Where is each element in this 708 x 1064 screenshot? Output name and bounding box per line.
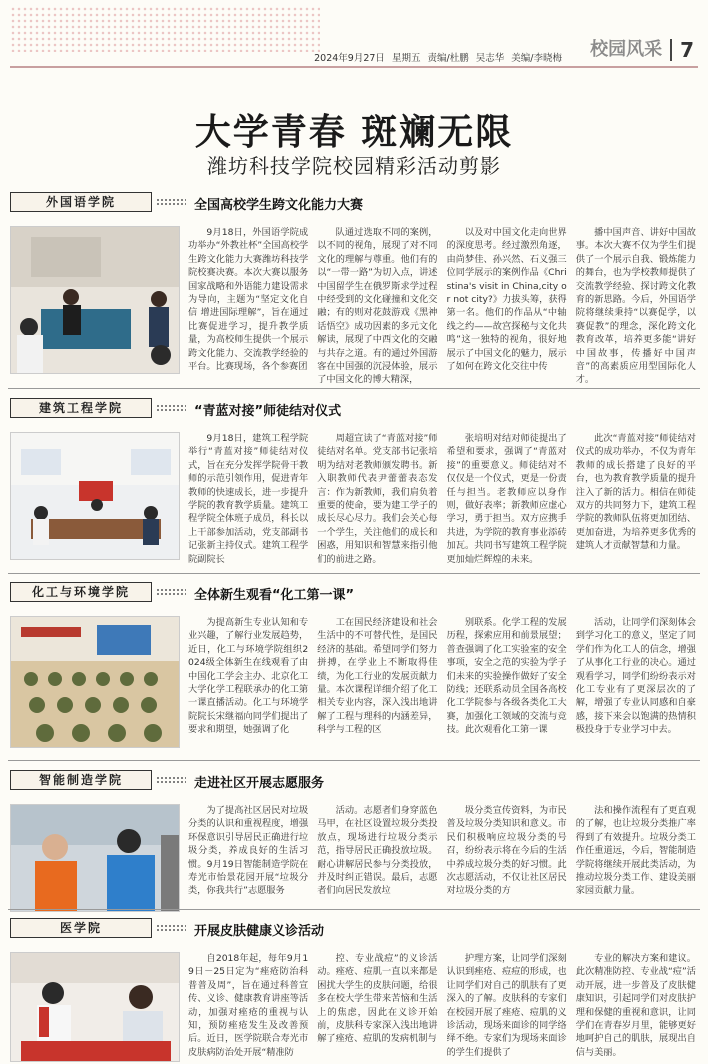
article-column: 播中国声音、讲好中国故事。本次大赛不仅为学生们提供了一个展示自我、锻炼能力的舞台，也为学校教师提供了交流教学经验、探讨跨文化教育的新思路。今后，外国语学院将继续秉持“以赛促学，以赛促教”的理念，深化跨文化教育改革，培养更多能“讲好中国故事，传播好中国声音”的高素质应用型国际化人才。 bbox=[575, 227, 696, 386]
tag-dots bbox=[156, 588, 186, 596]
section-name: 校园风采 bbox=[590, 39, 672, 61]
ceremony-photo bbox=[10, 432, 180, 560]
article-column: 专业的解决方案和建议。此次精准防控、专业战“痘”活动开展，进一步普及了皮肤健康知识，引起同学们对皮肤护理和保健的重视和意识，让同学们在青春岁月里，能够更好地呵护自己的肌肤，展现出自信与美丽。 bbox=[575, 953, 696, 1058]
tag-dots bbox=[156, 776, 186, 784]
section-divider bbox=[8, 760, 700, 761]
article-column: 9月18日，建筑工程学院举行“青蓝对接”师徒结对仪式，旨在充分发挥学院骨干教师的示范引领作用，促进青年教师的快速成长，进一步提升学院的教育教学质量。建筑工程学院全体班子成员，科长以上干部参加活动，党支部副书记张新主持仪式。建筑工程学院副院长 bbox=[188, 433, 309, 565]
article-column: 自2018年起，每年9月19日－25日定为“痤疮防治科普普及周”，旨在通过科普宣传、义诊、健康教育讲座等活动，加强对痤疮的重视与认知，预防痤疮发生及改善预后。近日，医学院联合寿光市皮肤病防治处开展“精准防 bbox=[188, 953, 309, 1058]
editor-credit: 责编/杜鹏 bbox=[427, 53, 469, 64]
clinic-photo bbox=[10, 952, 180, 1062]
article-chemical-engineering bbox=[8, 582, 700, 762]
tag-dots bbox=[156, 924, 186, 932]
article-column: 为提高新生专业认知和专业兴趣，了解行业发展趋势，近日，化工与环境学院组织2024级全体新生在线观看了由中国化工学会主办、北京化工大学化学工程联承办的化工第一课直播活动。化工与环境学院院长宋继福向同学们提出了要求和期望，她强调了化 bbox=[188, 617, 309, 736]
article-title: “青蓝对接”师徒结对仪式 bbox=[194, 404, 342, 419]
article-title: 全国高校学生跨文化能力大赛 bbox=[194, 198, 364, 213]
page-number: 7 bbox=[680, 38, 694, 62]
page-header bbox=[0, 0, 708, 70]
college-tag: 外国语学院 bbox=[10, 192, 152, 212]
college-tag: 智能制造学院 bbox=[10, 770, 152, 790]
tag-dots bbox=[156, 404, 186, 412]
competition-photo bbox=[10, 226, 180, 374]
article-column: 队通过选取不同的案例，以不同的视角，展现了对不同文化的理解与尊重。他们有的以“一带一路”为切入点，讲述中国留学生在俄罗斯求学过程中经受到的文化碰撞和文化交融；有的则对花鼓游戏《黑神话悟空》成功因素的多元文化解读，展现了中西文化的交融与共存之道。有的通过外国游客在中国强的沉浸体验，展示了中国文化的博大精深， bbox=[317, 227, 438, 386]
section-divider bbox=[8, 909, 700, 910]
article-medical bbox=[8, 918, 700, 1062]
tag-dots bbox=[156, 198, 186, 206]
article-column: 活动，让同学们深刻体会到学习化工的意义，坚定了同学们作为化工人的信念，增强了从事化工行业的决心。通过观看学习，同学们纷纷表示对化工专业有了更深层次的了解，增强了专业认同感和自豪感，接下来会以饱满的热情积极投身于专业学习中去。 bbox=[575, 617, 696, 736]
article-column: 别联系。化学工程的发展历程，探索应用和前景展望；普查强调了化工实验室的安全事项，安全之范的实验为学子们未来的实验操作做好了安全防线；还联系动员全国各高校化工学院参与各级各类化工大赛，加强化工领域的交流与竞技。此次观看化工第一课 bbox=[446, 617, 567, 736]
proofreader-credit: 吴志华 bbox=[475, 53, 505, 64]
main-headline: 大学青春 斑斓无限 bbox=[194, 111, 514, 153]
article-intelligent-manufacturing bbox=[8, 770, 700, 910]
header-meta bbox=[310, 50, 562, 64]
college-tag: 建筑工程学院 bbox=[10, 398, 152, 418]
article-column: 9月18日，外国语学院成功举办“外教社杯”全国高校学生跨文化能力大赛潍坊科技学院校赛决赛。本次大赛以服务国家战略和外语能力建设需求为导向，主题为“坚定文化自信 增进国际理解”，旨在通过比赛促进学习，提升教学质量，为高校师生提供一个展示跨文化能力、交流教学经验的平台。比赛现场，各个参赛团 bbox=[188, 227, 309, 373]
issue-weekday: 星期五 bbox=[391, 53, 421, 64]
designer-credit: 美编/李晓梅 bbox=[511, 53, 562, 64]
article-column: 护理方案，让同学们深刻认识到痤疮、痘痘的形成，也让同学们对自己的肌肤有了更深入的了解。皮肤科的专家们在校园开展了痤疮、痘肌的义诊活动，现场来面诊的同学络绎不绝。专家们为现场来面诊的学生们提供了 bbox=[446, 953, 567, 1058]
article-column: 以及对中国文化走向世界的深度思考。经过激烈角逐，由尚梦佳、孙兴然、石义强三位同学展示的案例作品《Christina's visit in China,city or not city?》力拔头筹，获得第一名。他们的作品从“中轴线之约——故宫探秘与文化共鸣”这一独特的视角，很好地展示了中国文化的魅力，展示了如何在跨文化交往中传 bbox=[446, 227, 567, 373]
section-divider bbox=[8, 388, 700, 389]
header-rule bbox=[10, 66, 698, 68]
article-column: 圾分类宣传资料，为市民普及垃圾分类知识和意义。市民们积极响应垃圾分类的号召，纷纷表示将在今后的生活中养成垃圾分类的好习惯。此次志愿活动，不仅让社区居民对垃圾分类的方 bbox=[446, 805, 567, 897]
article-column: 张培明对结对师徒提出了希望和要求，强调了“青蓝对接”的重要意义。师徒结对不仅仅是一个仪式，更是一份责任与担当。老教师应以身作则，做好表率；新教师应虚心学习，勇于担当。双方应携手共进，为学院的教育事业添砖加瓦。共同书写建筑工程学院更加灿烂辉煌的未来。 bbox=[446, 433, 567, 565]
classroom-photo bbox=[10, 616, 180, 748]
article-column: 工在国民经济建设和社会生活中的不可替代性，是国民经济的基础。希望同学们努力拼搏，在学业上不断取得佳绩，为化工行业的发展贡献力量。本次课程详细介绍了化工相关专业内容，深入浅出地讲解了工程与理科的内涵差异，科学与工程的区 bbox=[317, 617, 438, 736]
section-label bbox=[566, 38, 694, 62]
college-tag: 化工与环境学院 bbox=[10, 582, 152, 602]
article-title: 开展皮肤健康义诊活动 bbox=[194, 924, 325, 939]
volunteer-photo bbox=[10, 804, 180, 912]
college-tag: 医学院 bbox=[10, 918, 152, 938]
header-dot-pattern bbox=[10, 6, 320, 52]
article-foreign-languages bbox=[8, 192, 700, 392]
issue-date: 2024年9月27日 bbox=[314, 53, 385, 64]
section-divider bbox=[8, 573, 700, 574]
article-column: 活动。志愿者们身穿蓝色马甲，在社区设置垃圾分类投放点，现场进行垃圾分类示范，指导居民正确投放垃圾。耐心讲解居民参与分类投放，并及时纠正错误。最后，志愿者们向居民发放垃 bbox=[317, 805, 438, 897]
article-title: 走进社区开展志愿服务 bbox=[194, 776, 325, 791]
article-column: 此次“青蓝对接”师徒结对仪式的成功举办，不仅为青年教师的成长搭建了良好的平台，也为教育教学质量的提升注入了新的活力。相信在师徒双方的共同努力下，建筑工程学院的教师队伍将更加团结、更加奋进，为培养更多优秀的建筑人才贡献智慧和力量。 bbox=[575, 433, 696, 552]
article-column: 周超宣读了“青蓝对接”师徒结对名单。党支部书记张培明为结对老教师颁发聘书。新入职教师代表尹蕾蕾表态发言：作为新教师，我们肩负着重要的使命，要为建工学子的成长尽心尽力。我们会关心每一个学生，关注他们的成长和困惑，用知识和智慧来指引他们的前进之路。 bbox=[317, 433, 438, 565]
sub-headline: 潍坊科技学院校园精彩活动剪影 bbox=[207, 154, 501, 178]
article-title: 全体新生观看“化工第一课” bbox=[194, 588, 355, 603]
article-column: 法和操作流程有了更直观的了解，也让垃圾分类推广率得到了有效提升。垃圾分类工作任重道远，今后，智能制造学院将继续开展此类活动，为推动垃圾分类工作、建设美丽家园贡献力量。 bbox=[575, 805, 696, 897]
article-civil-engineering bbox=[8, 398, 700, 574]
article-column: 控、专业战痘”的义诊活动。痤疮、痘肌一直以来都是困扰大学生的皮肤问题，给很多在校大学生带来苦恼和生活上的焦虑，因此在义诊开始前，皮肤科专家深入浅出地讲解了痤疮、痘肌的发病机制与 bbox=[317, 953, 438, 1045]
article-column: 为了提高社区居民对垃圾分类的认识和重视程度，增强环保意识引导居民正确进行垃圾分类，养成良好的生活习惯。9月19日智能制造学院在寿光市怡景花园开展“垃圾分类，你我共行”志愿服务 bbox=[188, 805, 309, 897]
